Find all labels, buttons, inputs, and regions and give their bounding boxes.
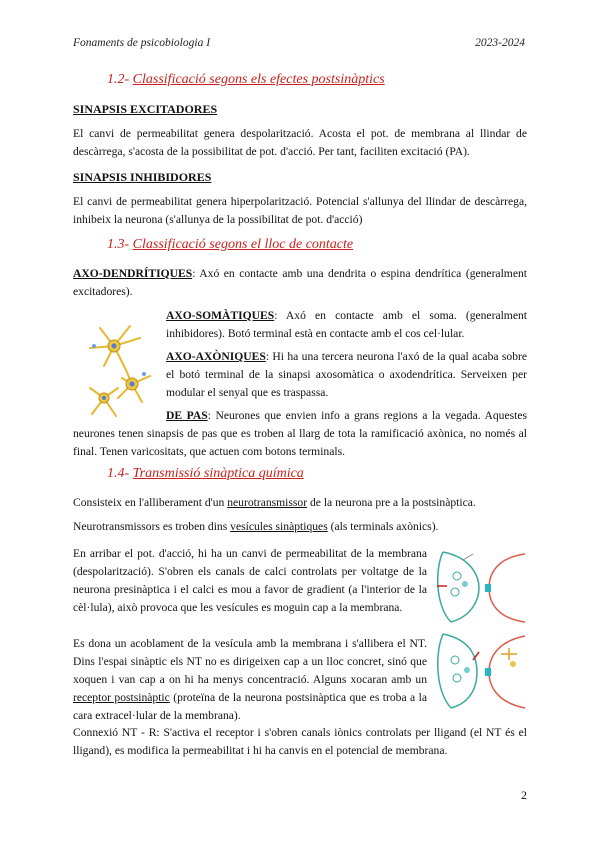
section-title: Transmissió sinàptica química xyxy=(132,466,304,481)
section-heading-1-3 xyxy=(107,237,353,253)
subheading-excitatory: SINAPSIS EXCITADORES xyxy=(73,102,218,116)
section-heading-1-2 xyxy=(107,72,385,88)
paragraph-exocytosis: Es dona un acoblament de la vesícula amb la membrana i s'allibera el NT. Dins l'espai sinàptic els NT no es dirigeixen cap a un lloc concret, sinó que xoquen i van cap a on hi ha menys concentració. Alguns xocaran amb un receptor postsinàptic (proteïna de la neurona postsinàptica que es troba a la cara extracel·lular de la membrana). xyxy=(73,637,427,722)
term-axosomatic: AXO-SOMÀTIQUES xyxy=(166,309,275,322)
paragraph-receptor-connection: Connexió NT - R: S'activa el receptor i s'obren canals iònics controlats per lligand (el NT és el lligand), es modifica la permeabilitat i hi ha canvis en el potencial de membrana. xyxy=(73,726,527,757)
section-number: 1.2- xyxy=(107,72,130,87)
page-number: 2 xyxy=(521,788,527,802)
section-title: Classificació segons el lloc de contacte xyxy=(132,237,354,252)
paragraph-excitatory: El canvi de permeabilitat genera despolarització. Acosta el pot. de membrana al llindar de descàrrega, s'acosta de la possibilitat de pot. d'acció. Per tant, faciliten excitació (PA). xyxy=(73,127,527,158)
header-right: 2023-2024 xyxy=(475,37,525,49)
section-heading-1-4 xyxy=(107,466,304,482)
section-number: 1.4- xyxy=(107,466,130,481)
paragraph-axosomatic: AXO-SOMÀTIQUES: Axó en contacte amb el soma. (generalment inhibidores). Botó terminal està en contacte amb el cos cel·lular. xyxy=(166,309,527,340)
term-en-passant: DE PAS xyxy=(166,409,208,422)
paragraph-axodendritic: AXO-DENDRÍTIQUES: Axó en contacte amb una dendrita o espina dendrítica (generalment excitadores). xyxy=(73,267,527,298)
term-axoaxonic: AXO-AXÒNIQUES xyxy=(166,350,266,363)
subheading-inhibitory: SINAPSIS INHIBIDORES xyxy=(73,170,212,184)
paragraph-vesicles: Neurotransmissors es troben dins vesícules sinàptiques (als terminals axònics). xyxy=(73,520,439,533)
neurons-illustration xyxy=(82,318,162,420)
paragraph-calcium: En arribar el pot. d'acció, hi ha un canvi de permeabilitat de la membrana (despolarització). S'obren els canals de calci controlats per voltatge de la neurona presinàptica i el calci es mou a favor de gradient (a l'interior de la cèl·lula), això provoca que les vesícules es moguin cap a la membrana. xyxy=(73,547,427,614)
section-title: Classificació segons els efectes postsinàptics xyxy=(132,72,385,87)
synapse-diagram-1 xyxy=(433,548,529,626)
paragraph-release: Consisteix en l'alliberament d'un neurotransmissor de la neurona pre a la postsinàptica. xyxy=(73,496,476,509)
synapse-diagram-2 xyxy=(433,630,529,712)
paragraph-inhibitory: El canvi de permeabilitat genera hiperpolarització. Potencial s'allunya del llindar de descàrrega, inhibeix la neurona (s'allunya de la possibilitat de pot. d'acció) xyxy=(73,195,527,226)
section-number: 1.3- xyxy=(107,237,130,252)
term-axodendritic: AXO-DENDRÍTIQUES xyxy=(73,267,193,280)
paragraph-en-passant: DE PAS: Neurones que envien info a grans regions a la vegada. Aquestes neurones tenen sinapsis de pas que es troben al llarg de tota la ramificació axònica, no només al final. Tenen varicositats, que actuen com botons terminals. xyxy=(73,409,528,458)
header-left: Fonaments de psicobiologia I xyxy=(73,37,211,49)
paragraph-axoaxonic: AXO-AXÒNIQUES: Hi ha una tercera neurona l'axó de la qual acaba sobre el botó terminal de la sinapsi axosomàtica o axodendrítica. Serveixen per modular el senyal que es traspassa. xyxy=(166,350,527,399)
